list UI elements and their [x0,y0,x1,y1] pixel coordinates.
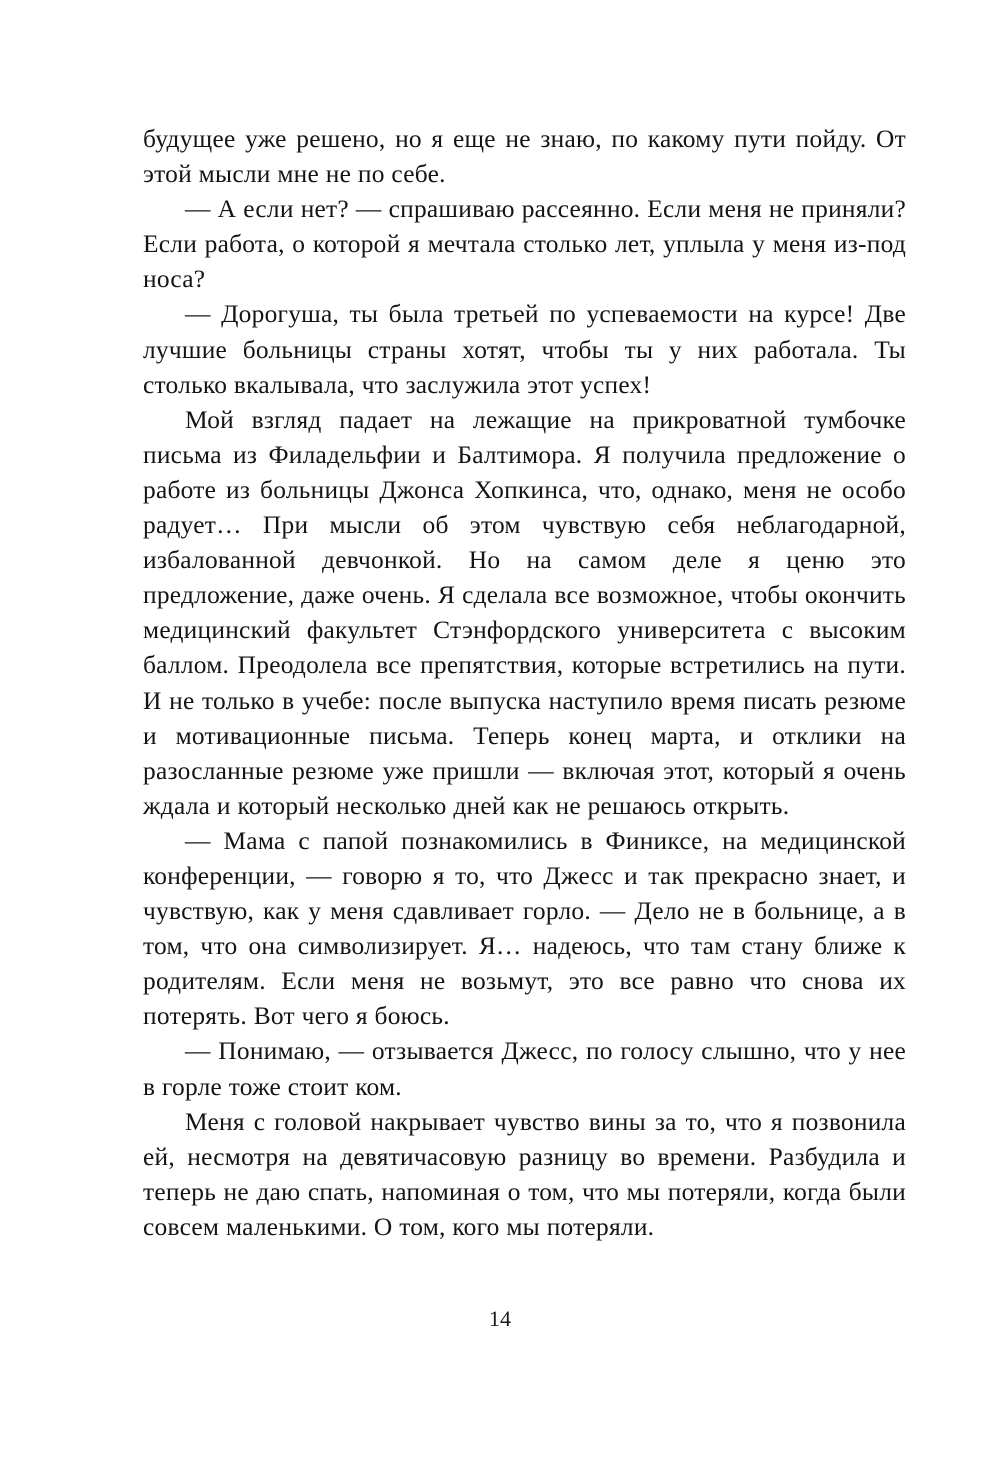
paragraph: — Мама с папой познакомились в Финиксе, на медицинской конференции, — говорю я то, что Джесс и так прекрасно знает, и чувствую, как у меня сдавливает горло. — Дело не в больнице, а в том, что она символизирует. Я… надеюсь, что там стану ближе к родителям. Если меня не возьмут, это все равно что снова их потерять. Вот чего я боюсь. [143,826,906,1031]
paragraph: — Понимаю, — отзывается Джесс, по голосу слышно, что у нее в горле тоже стоит ком. [143,1037,906,1101]
paragraph: Меня с головой накрывает чувство вины за то, что я позвонила ей, несмотря на девятичасовую разницу во времени. Разбудила и теперь не даю спать, напоминая о том, что мы потеряли, когда были совсем маленькими. О том, кого мы потеряли. [143,1107,906,1241]
paragraph: — Дорогуша, ты была третьей по успеваемости на курсе! Две лучшие больницы страны хотят, чтобы ты у них работала. Ты столько вкалывала, что заслужила этот успех! [143,300,906,399]
page-number: 14 [489,1306,511,1331]
paragraph: будущее уже решено, но я еще не знаю, по какому пути пойду. От этой мысли мне не по себе. [143,125,906,189]
paragraph: — А если нет? — спрашиваю рассеянно. Если меня не приняли? Если работа, о которой я мечтала столько лет, уплыла у меня из-под носа? [143,195,906,294]
page-text-block [143,122,906,1245]
paragraph: Мой взгляд падает на лежащие на прикроватной тумбочке письма из Филадельфии и Балтимора. Я получила предложение о работе из больницы Джонса Хопкинса, что, однако, меня не особо радует… При мысли об этом чувствую себя неблагодарной, избалованной девчонкой. Но на самом деле я ценю это предложение, даже очень. Я сделала все возможное, чтобы окончить медицинский факультет Стэнфордского университета с высоким баллом. Преодолела все препятствия, которые встретились на пути. И не только в учебе: после выпуска наступило время писать резюме и мотивационные письма. Теперь конец марта, и отклики на разосланные резюме уже пришли — включая этот, который я очень ждала и который несколько дней как не решаюсь открыть. [143,405,906,820]
